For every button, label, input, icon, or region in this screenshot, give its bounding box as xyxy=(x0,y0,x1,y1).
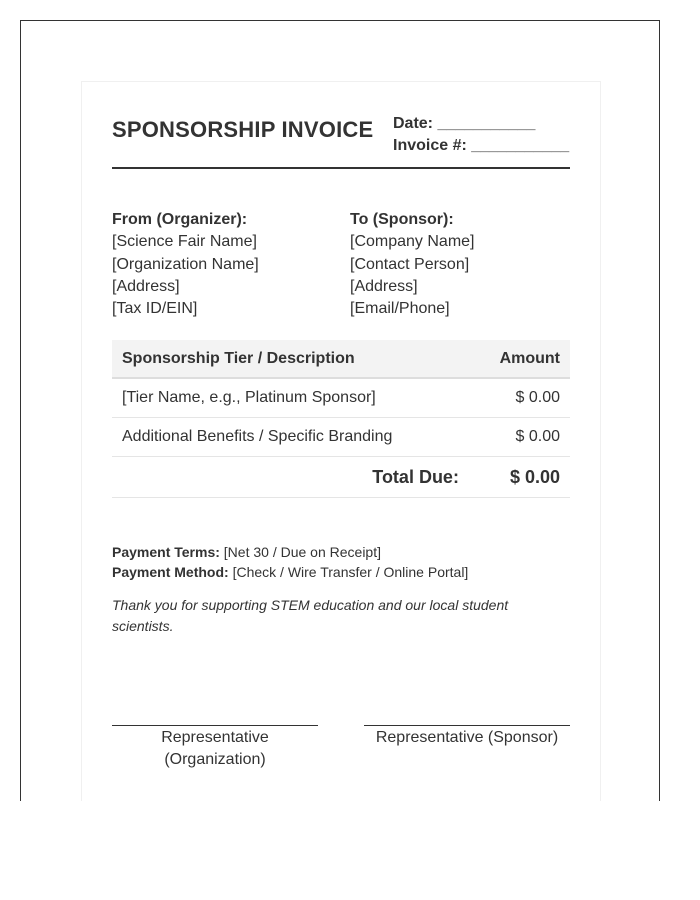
payment-method-label: Payment Method: xyxy=(112,564,229,580)
to-heading: To (Sponsor): xyxy=(350,211,454,228)
description-column-header: Sponsorship Tier / Description xyxy=(122,349,355,367)
thank-you-note: Thank you for supporting STEM education and our local student scientists. xyxy=(112,597,509,634)
from-line-organization: [Organization Name] xyxy=(112,255,259,273)
payment-terms-value: [Net 30 / Due on Receipt] xyxy=(219,544,381,560)
organization-signature-label-1: Representative xyxy=(161,729,269,746)
organization-signature-line xyxy=(112,725,318,771)
payment-method-value: [Check / Wire Transfer / Online Portal] xyxy=(228,564,469,580)
from-line-address: [Address] xyxy=(112,277,180,295)
total-row xyxy=(112,457,570,498)
payment-info xyxy=(112,542,468,582)
from-organizer-block xyxy=(112,209,259,320)
row-description: Additional Benefits / Specific Branding xyxy=(122,428,393,445)
payment-terms-label: Payment Terms: xyxy=(112,544,220,560)
table-row xyxy=(112,379,570,418)
invoice-number-field: Invoice #: ___________ xyxy=(393,137,570,154)
amount-column-header: Amount xyxy=(499,349,560,367)
payment-terms-line xyxy=(112,542,468,562)
from-line-fair-name: [Science Fair Name] xyxy=(112,233,257,251)
to-line-company: [Company Name] xyxy=(350,233,475,251)
payment-method-line xyxy=(112,562,468,582)
row-amount: $ 0.00 xyxy=(515,389,560,406)
date-field: Date: ___________ xyxy=(393,115,536,132)
row-amount: $ 0.00 xyxy=(515,428,560,445)
sponsor-signature-line xyxy=(364,725,570,749)
from-line-tax-id: [Tax ID/EIN] xyxy=(112,300,198,318)
sponsor-signature-label: Representative (Sponsor) xyxy=(375,729,559,746)
from-heading: From (Organizer): xyxy=(112,211,248,228)
to-line-contact: [Contact Person] xyxy=(350,255,470,273)
total-label: Total Due: xyxy=(372,466,459,487)
organization-signature-label-2: (Organization) xyxy=(164,751,266,768)
to-line-address: [Address] xyxy=(350,277,418,295)
total-value: $ 0.00 xyxy=(509,466,560,487)
to-line-email-phone: [Email/Phone] xyxy=(350,300,450,318)
sponsorship-table xyxy=(112,340,570,498)
table-header xyxy=(112,340,570,379)
row-description: [Tier Name, e.g., Platinum Sponsor] xyxy=(122,389,376,406)
invoice-meta xyxy=(393,113,569,157)
to-sponsor-block xyxy=(350,209,475,320)
header-divider xyxy=(112,167,570,169)
invoice-title: SPONSORSHIP INVOICE xyxy=(112,117,374,142)
table-row xyxy=(112,418,570,457)
